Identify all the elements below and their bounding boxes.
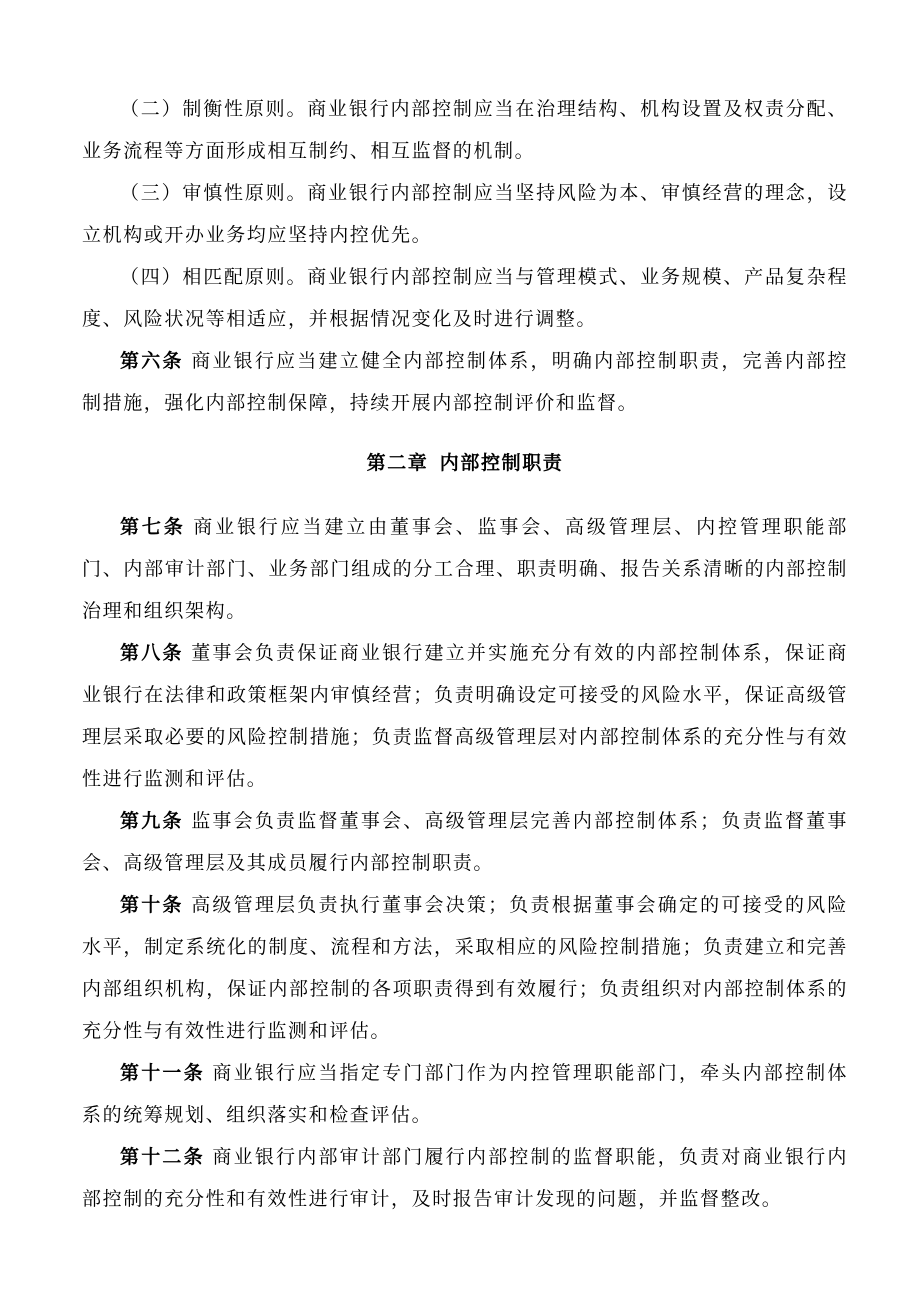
- paragraph-text: （四）相匹配原则。商业银行内部控制应当与管理模式、业务规模、产品复杂程度、风险状况等相适应，并根据情况变化及时进行调整。: [82, 266, 848, 330]
- paragraph-text: （二）制衡性原则。商业银行内部控制应当在治理结构、机构设置及权责分配、业务流程等方面形成相互制约、相互监督的机制。: [82, 98, 848, 162]
- article-text: 商业银行应当建立健全内部控制体系，明确内部控制职责，完善内部控制措施，强化内部控制保障，持续开展内部控制评价和监督。: [82, 350, 848, 414]
- article-label: 第六条: [120, 350, 184, 372]
- article-label: 第九条: [120, 810, 184, 832]
- article-label: 第十一条: [120, 1062, 205, 1084]
- chapter-heading: [82, 442, 848, 484]
- article-label: 第七条: [120, 516, 186, 538]
- principle-paragraph: [82, 256, 848, 340]
- principle-paragraph: [82, 88, 848, 172]
- article-text: 高级管理层负责执行董事会决策；负责根据董事会确定的可接受的风险水平，制定系统化的制度、流程和方法，采取相应的风险控制措施；负责建立和完善内部组织机构，保证内部控制的各项职责得到有效履行；负责组织对内部控制体系的充分性与有效性进行监测和评估。: [82, 894, 848, 1042]
- article-text: 商业银行应当指定专门部门作为内控管理职能部门，牵头内部控制体系的统筹规划、组织落实和检查评估。: [82, 1062, 848, 1126]
- article-paragraph: [82, 884, 848, 1052]
- article-label: 第十条: [120, 894, 184, 916]
- article-paragraph: [82, 1052, 848, 1136]
- article-paragraph: [82, 1136, 848, 1220]
- article-text: 商业银行应当建立由董事会、监事会、高级管理层、内控管理职能部门、内部审计部门、业务部门组成的分工合理、职责明确、报告关系清晰的内部控制治理和组织架构。: [82, 516, 848, 622]
- document-page: [82, 88, 848, 1220]
- article-paragraph: [82, 800, 848, 884]
- chapter-number: 第二章: [366, 452, 429, 474]
- article-text: 董事会负责保证商业银行建立并实施充分有效的内部控制体系，保证商业银行在法律和政策框架内审慎经营；负责明确设定可接受的风险水平，保证高级管理层采取必要的风险控制措施；负责监督高级管理层对内部控制体系的充分性与有效性进行监测和评估。: [82, 642, 848, 790]
- article-paragraph: [82, 506, 848, 632]
- article-text: 监事会负责监督董事会、高级管理层完善内部控制体系；负责监督董事会、高级管理层及其成员履行内部控制职责。: [82, 810, 848, 874]
- article-text: 商业银行内部审计部门履行内部控制的监督职能，负责对商业银行内部控制的充分性和有效性进行审计，及时报告审计发现的问题，并监督整改。: [82, 1146, 848, 1210]
- article-label: 第八条: [120, 642, 184, 664]
- paragraph-text: （三）审慎性原则。商业银行内部控制应当坚持风险为本、审慎经营的理念，设立机构或开办业务均应坚持内控优先。: [82, 182, 848, 246]
- article-paragraph: [82, 632, 848, 800]
- article-paragraph: [82, 340, 848, 424]
- article-label: 第十二条: [120, 1146, 205, 1168]
- principle-paragraph: [82, 172, 848, 256]
- chapter-title: 内部控制职责: [439, 452, 564, 474]
